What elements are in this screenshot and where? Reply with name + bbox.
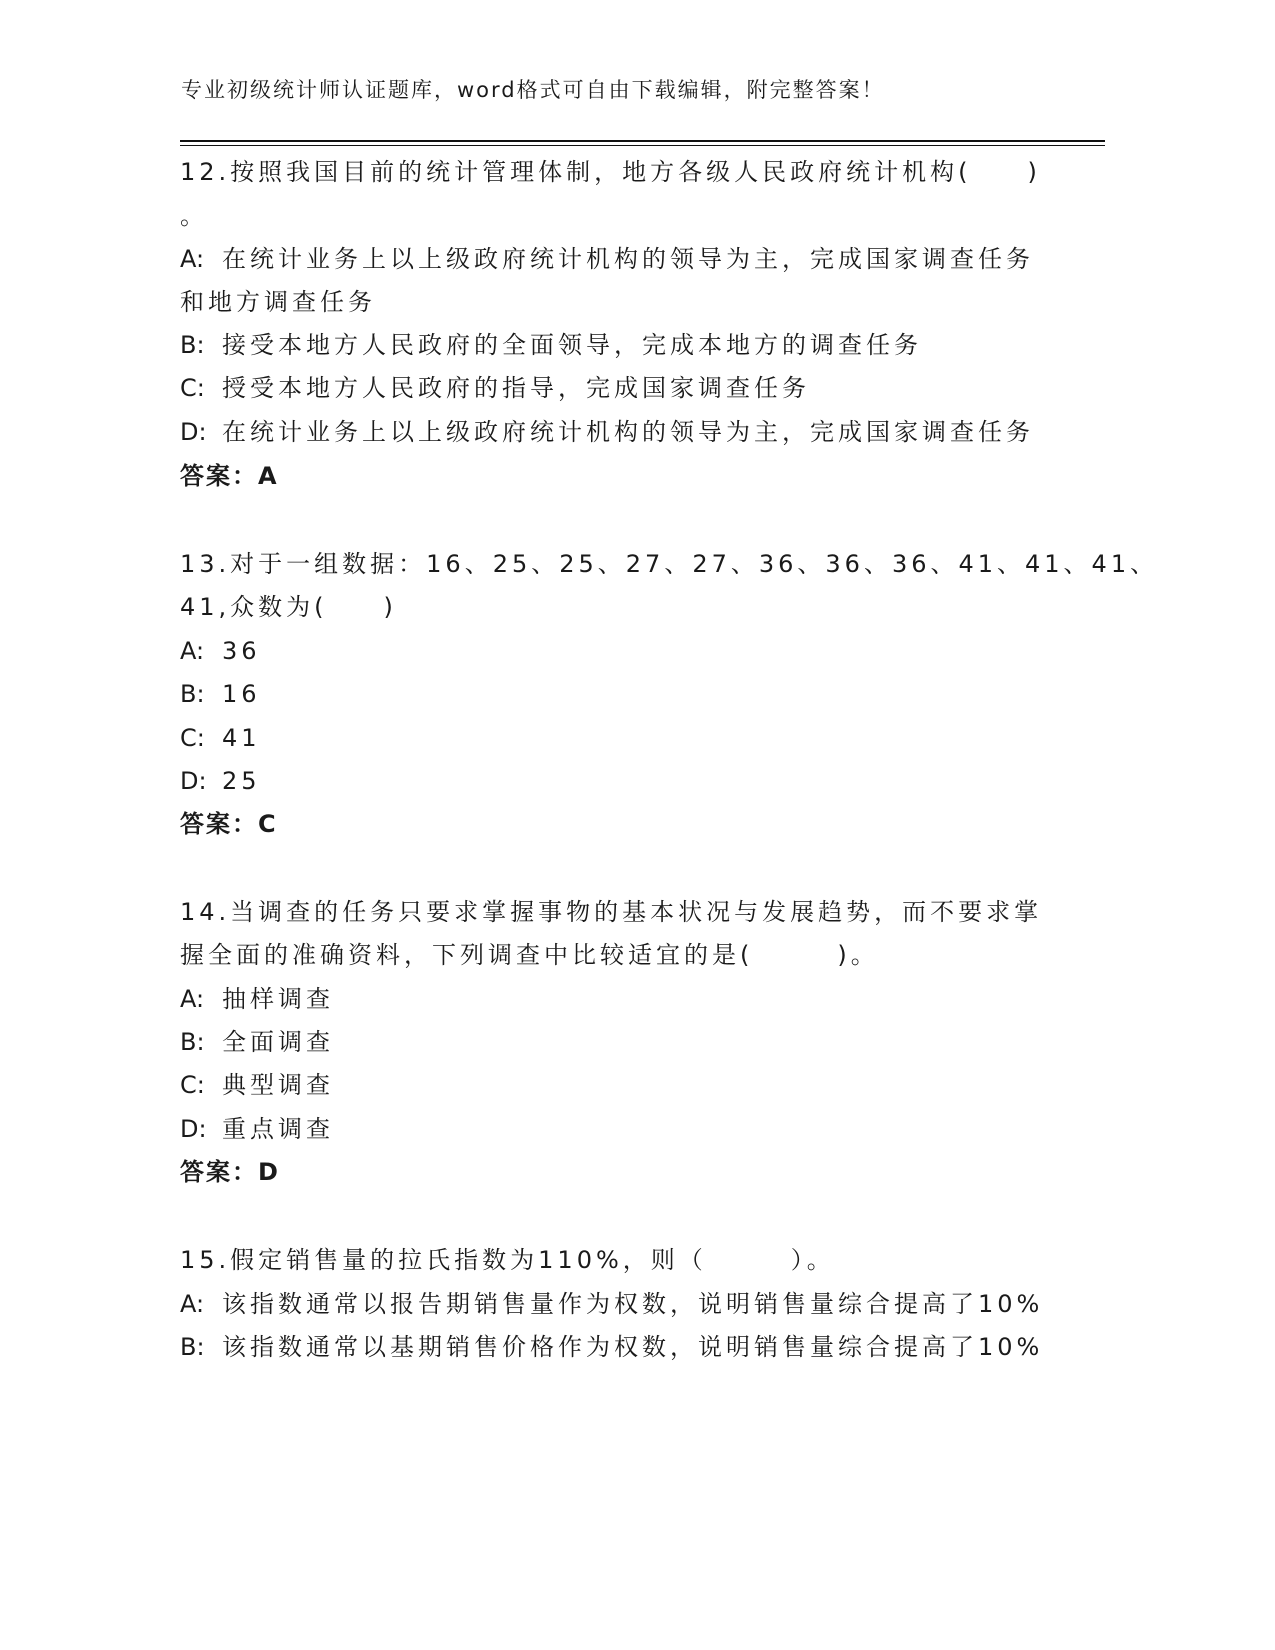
question-14-answer: 答案：D	[180, 1158, 280, 1186]
option-text: 重点调查	[222, 1115, 334, 1143]
question-13-text-line-2: 41,众数为( )	[180, 593, 397, 621]
question-13-text-line-1: 13.对于一组数据：16、25、25、27、27、36、36、36、41、41、41、	[180, 550, 1159, 578]
question-12-option-a-continued: 和地方调查任务	[180, 288, 376, 316]
option-text: 典型调查	[222, 1071, 334, 1099]
option-letter: D:	[180, 418, 207, 446]
question-14-option-b	[180, 1027, 334, 1057]
question-12-option-c	[180, 373, 810, 403]
header-rule-thin	[180, 145, 1105, 146]
question-12-text-line-1: 12.按照我国目前的统计管理体制，地方各级人民政府统计机构( )	[180, 158, 1041, 186]
option-letter: B:	[180, 680, 205, 708]
question-15-text-line-1: 15.假定销售量的拉氏指数为110%，则（ ）。	[180, 1246, 835, 1274]
option-letter: A:	[180, 985, 205, 1013]
question-12-option-a	[180, 244, 1034, 274]
question-15-option-b	[180, 1332, 1043, 1362]
option-text: 全面调查	[222, 1028, 334, 1056]
option-letter: B:	[180, 1028, 205, 1056]
question-12-text-line-2: 。	[180, 202, 208, 230]
question-13-option-d	[180, 766, 261, 796]
page-header: 专业初级统计师认证题库，word格式可自由下载编辑，附完整答案！	[181, 78, 885, 102]
question-12-option-d	[180, 417, 1034, 447]
option-text: 该指数通常以报告期销售量作为权数，说明销售量综合提高了10%	[222, 1290, 1044, 1318]
option-text: 在统计业务上以上级政府统计机构的领导为主，完成国家调查任务	[222, 418, 1034, 446]
header-rule-thick	[180, 140, 1105, 142]
option-text: 41	[222, 724, 261, 752]
option-letter: B:	[180, 1333, 205, 1361]
option-text: 25	[222, 767, 261, 795]
question-15-option-a	[180, 1289, 1043, 1319]
question-13-option-b	[180, 679, 261, 709]
option-text: 36	[222, 637, 261, 665]
question-14-text-line-1: 14.当调查的任务只要求掌握事物的基本状况与发展趋势，而不要求掌	[180, 898, 1043, 926]
question-14-option-a	[180, 984, 334, 1014]
option-letter: C:	[180, 724, 205, 752]
question-12-answer: 答案：A	[180, 462, 279, 490]
option-letter: D:	[180, 767, 207, 795]
option-letter: C:	[180, 1071, 205, 1099]
question-12-option-b	[180, 330, 922, 360]
option-letter: A:	[180, 637, 205, 665]
option-text: 在统计业务上以上级政府统计机构的领导为主，完成国家调查任务	[222, 245, 1034, 273]
option-text: 16	[222, 680, 261, 708]
option-letter: A:	[180, 1290, 205, 1318]
question-14-text-line-2: 握全面的准确资料，下列调查中比较适宜的是( )。	[180, 941, 879, 969]
option-letter: D:	[180, 1115, 207, 1143]
option-letter: B:	[180, 331, 205, 359]
option-letter: C:	[180, 374, 205, 402]
option-text: 接受本地方人民政府的全面领导，完成本地方的调查任务	[222, 331, 922, 359]
option-text: 授受本地方人民政府的指导，完成国家调查任务	[222, 374, 810, 402]
option-text: 该指数通常以基期销售价格作为权数，说明销售量综合提高了10%	[222, 1333, 1044, 1361]
question-14-option-d	[180, 1114, 334, 1144]
question-13-answer: 答案：C	[180, 810, 278, 838]
question-13-option-a	[180, 636, 261, 666]
option-letter: A:	[180, 245, 205, 273]
question-13-option-c	[180, 723, 261, 753]
option-text: 抽样调查	[222, 985, 334, 1013]
question-14-option-c	[180, 1070, 334, 1100]
